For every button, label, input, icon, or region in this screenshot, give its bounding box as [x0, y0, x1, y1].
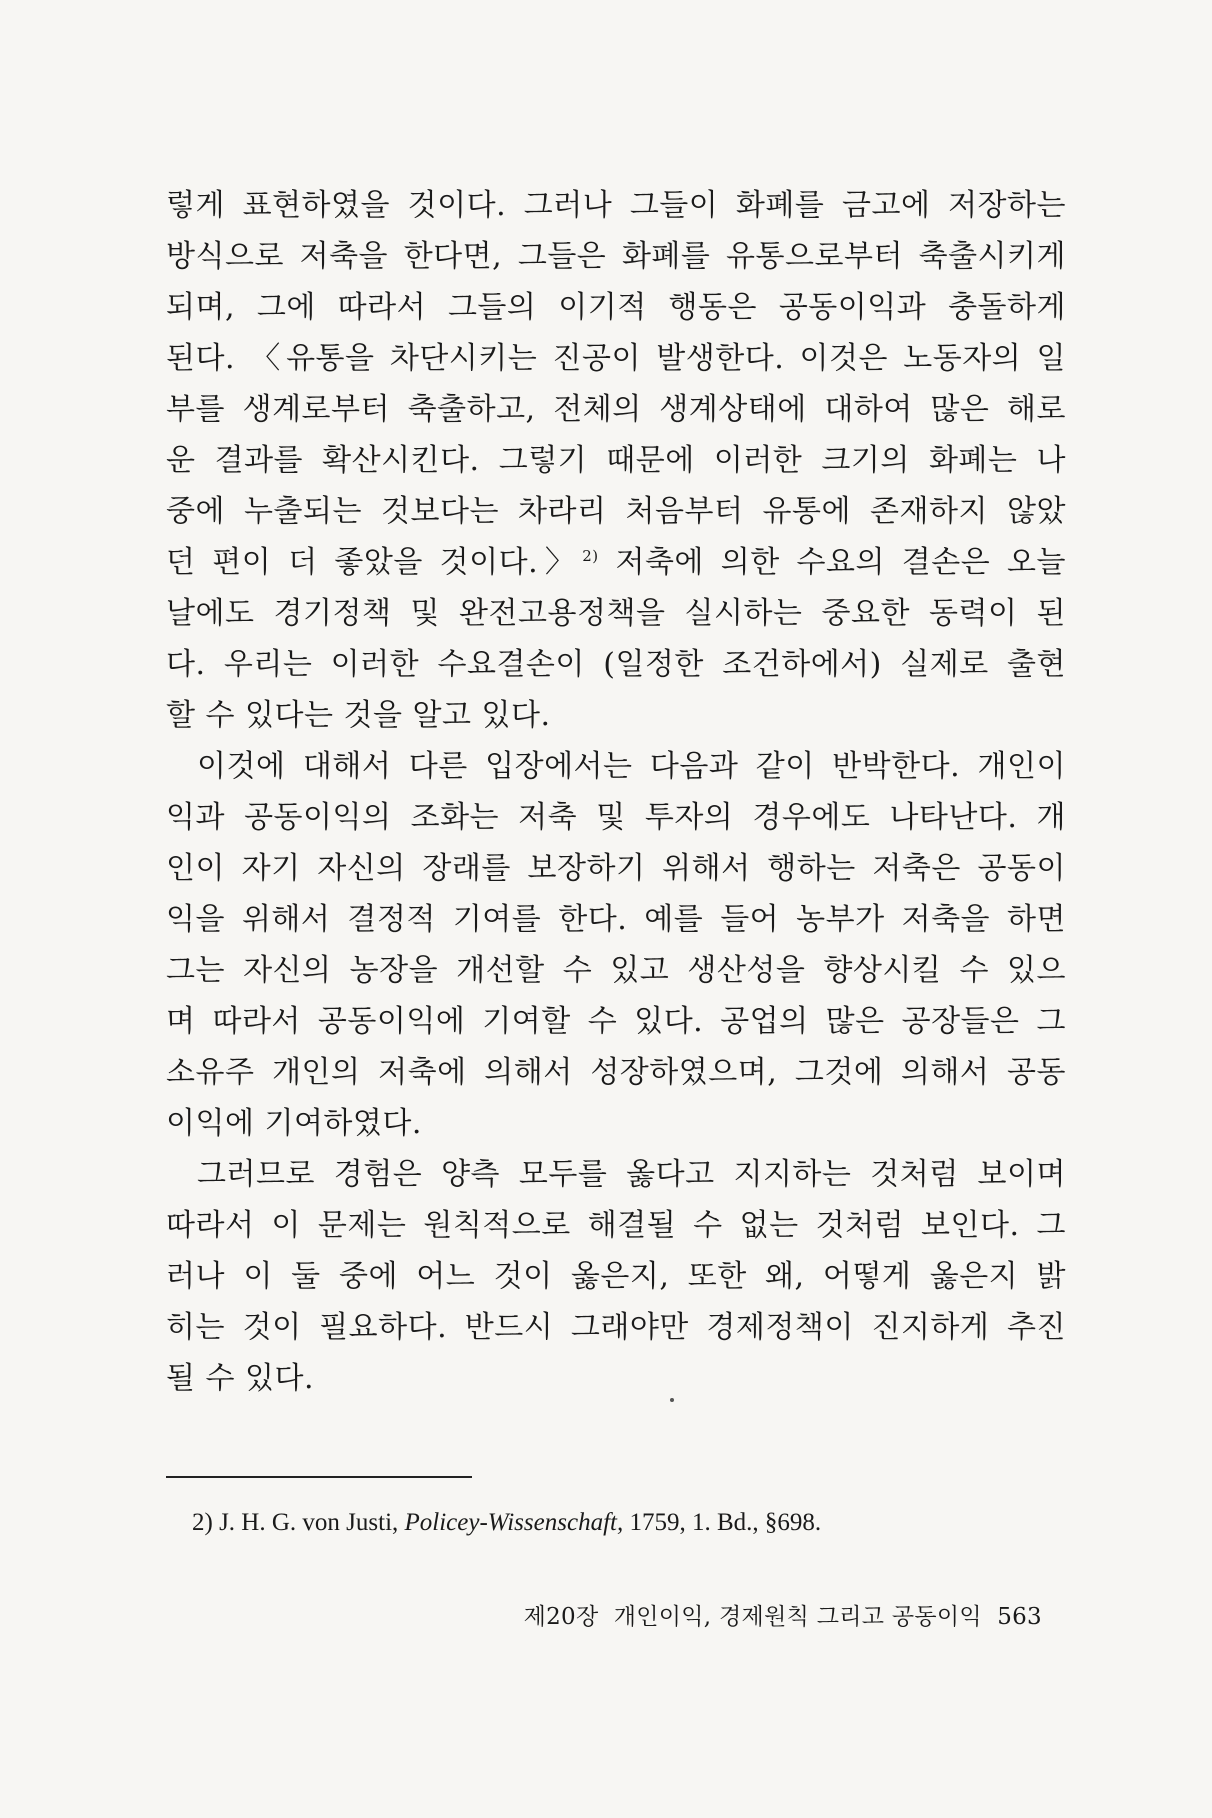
- page-number: 563: [997, 1604, 1042, 1630]
- paragraph: [166, 1149, 1066, 1404]
- text-line: 중에 누출되는 것보다는 차라리 처음부터 유통에 존재하지 않았: [166, 494, 1066, 529]
- text-line: 운 결과를 확산시킨다. 그렇기 때문에 이러한 크기의 화폐는 나: [166, 443, 1066, 478]
- text-line: 그러므로 경험은 양측 모두를 옳다고 지지하는 것처럼 보이며: [197, 1157, 1066, 1192]
- footnote: [192, 1506, 821, 1540]
- footnote-separator: [166, 1476, 472, 1478]
- text-line: 익을 위해서 결정적 기여를 한다. 예를 들어 농부가 저축을 하면: [166, 902, 1066, 937]
- footer-chapter-title: 개인이익, 경제원칙 그리고 공동이익: [613, 1604, 982, 1630]
- body-text: [166, 180, 1066, 1404]
- text-line: 소유주 개인의 저축에 의해서 성장하였으며, 그것에 의해서 공동: [166, 1055, 1066, 1090]
- footnote-number: 2): [192, 1509, 213, 1536]
- footnote-details: 1759, 1. Bd., §698.: [629, 1509, 822, 1536]
- text-line: 된다. 〈유통을 차단시키는 진공이 발생한다. 이것은 노동자의 일: [166, 341, 1066, 376]
- running-footer: [492, 1600, 1042, 1634]
- text-line: 부를 생계로부터 축출하고, 전체의 생계상태에 대하여 많은 해로: [166, 392, 1066, 427]
- footnote-title: Policey-Wissenschaft,: [404, 1509, 624, 1536]
- text-line: 다. 우리는 이러한 수요결손이 (일정한 조건하에서) 실제로 출현: [166, 647, 1066, 682]
- footnote-author: J. H. G. von Justi,: [219, 1509, 399, 1536]
- text-line: 익과 공동이익의 조화는 저축 및 투자의 경우에도 나타난다. 개: [166, 800, 1066, 835]
- text-line: 그는 자신의 농장을 개선할 수 있고 생산성을 향상시킬 수 있으: [166, 953, 1066, 988]
- scan-speck: [670, 1398, 674, 1402]
- footnote-reference: 2): [582, 547, 599, 565]
- text-line: 할 수 있다는 것을 알고 있다.: [166, 698, 551, 733]
- text-line: 던 편이 더 좋았을 것이다.〉$^{2)}$ 저축에 의한 수요의 결손은 오늘: [166, 545, 1067, 580]
- text-line: 방식으로 저축을 한다면, 그들은 화폐를 유통으로부터 축출시키게: [166, 239, 1066, 274]
- text-line: 이익에 기여하였다.: [166, 1106, 422, 1141]
- paragraph: [166, 180, 1066, 741]
- text-line: 며 따라서 공동이익에 기여할 수 있다. 공업의 많은 공장들은 그: [166, 1004, 1066, 1039]
- text-line: 따라서 이 문제는 원칙적으로 해결될 수 없는 것처럼 보인다. 그: [166, 1208, 1066, 1243]
- text-line: 히는 것이 필요하다. 반드시 그래야만 경제정책이 진지하게 추진: [166, 1310, 1066, 1345]
- text-line: 러나 이 둘 중에 어느 것이 옳은지, 또한 왜, 어떻게 옳은지 밝: [166, 1259, 1066, 1294]
- text-line: 이것에 대해서 다른 입장에서는 다음과 같이 반박한다. 개인이: [197, 749, 1066, 784]
- text-line: 되며, 그에 따라서 그들의 이기적 행동은 공동이익과 충돌하게: [166, 290, 1066, 325]
- footer-chapter: 제20장: [523, 1604, 599, 1630]
- paragraph: [166, 741, 1066, 1149]
- text-line: 렇게 표현하였을 것이다. 그러나 그들이 화폐를 금고에 저장하는: [166, 188, 1066, 223]
- text-line: 인이 자기 자신의 장래를 보장하기 위해서 행하는 저축은 공동이: [166, 851, 1066, 886]
- text-line: 날에도 경기정책 및 완전고용정책을 실시하는 중요한 동력이 된: [166, 596, 1066, 631]
- text-line: 될 수 있다.: [166, 1361, 315, 1396]
